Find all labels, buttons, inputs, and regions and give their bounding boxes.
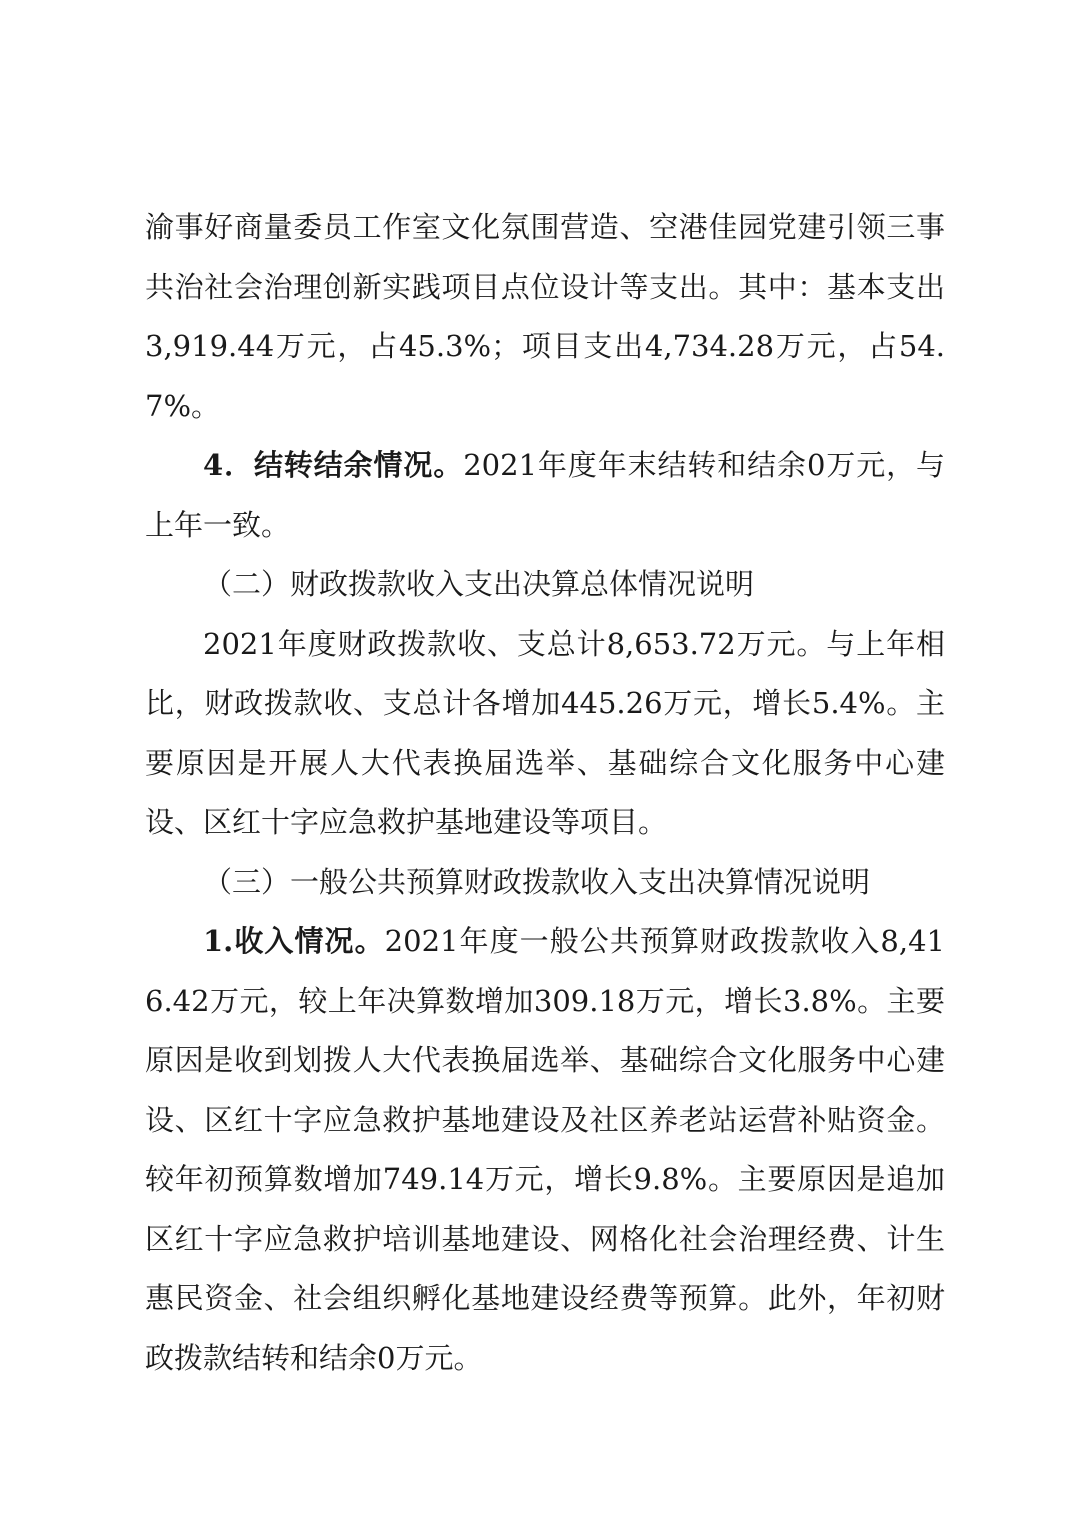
section-heading-3 bbox=[145, 853, 945, 913]
heading-text: （三）一般公共预算财政拨款收入支出决算情况说明 bbox=[203, 864, 871, 899]
paragraph-carryover bbox=[145, 436, 945, 555]
heading-text: （二）财政拨款收入支出决算总体情况说明 bbox=[203, 567, 755, 601]
paragraph-lead: 1.收入情况。 bbox=[203, 924, 385, 958]
section-heading-2 bbox=[145, 555, 945, 615]
paragraph-income bbox=[145, 912, 945, 1388]
paragraph-text: 2021年度一般公共预算财政拨款收入8,416.42万元，较上年决算数增加309.18万元，增长3.8%。主要原因是收到划拨人大代表换届选举、基础综合文化服务中心建设、区红十字应急救护基地建设及社区养老站运营补贴资金。较年初预算数增加749.14万元，增长9.8%。主要原因是追加区红十字应急救护培训基地建设、网格化社会治理经费、计生惠民资金、社会组织孵化基地建设经费等预算。此外，年初财政拨款结转和结余0万元。 bbox=[145, 924, 946, 1375]
paragraph-text: 2021年度财政拨款收、支总计8,653.72万元。与上年相比，财政拨款收、支总计各增加445.26万元，增长5.4%。主要原因是开展人大代表换届选举、基础综合文化服务中心建设、区红十字应急救护基地建设等项目。 bbox=[145, 626, 945, 839]
paragraph-text: 渝事好商量委员工作室文化氛围营造、空港佳园党建引领三事共治社会治理创新实践项目点位设计等支出。其中：基本支出3,919.44万元，占45.3%；项目支出4,734.28万元，占54.7%。 bbox=[145, 210, 945, 423]
document-page bbox=[145, 198, 945, 1388]
paragraph-lead: 4．结转结余情况。 bbox=[203, 448, 464, 482]
paragraph-expenditure-continued bbox=[145, 198, 945, 436]
paragraph-text: 2021年度年末结转和结余0万元，与上年一致。 bbox=[145, 448, 945, 542]
paragraph-fiscal-total bbox=[145, 615, 945, 853]
